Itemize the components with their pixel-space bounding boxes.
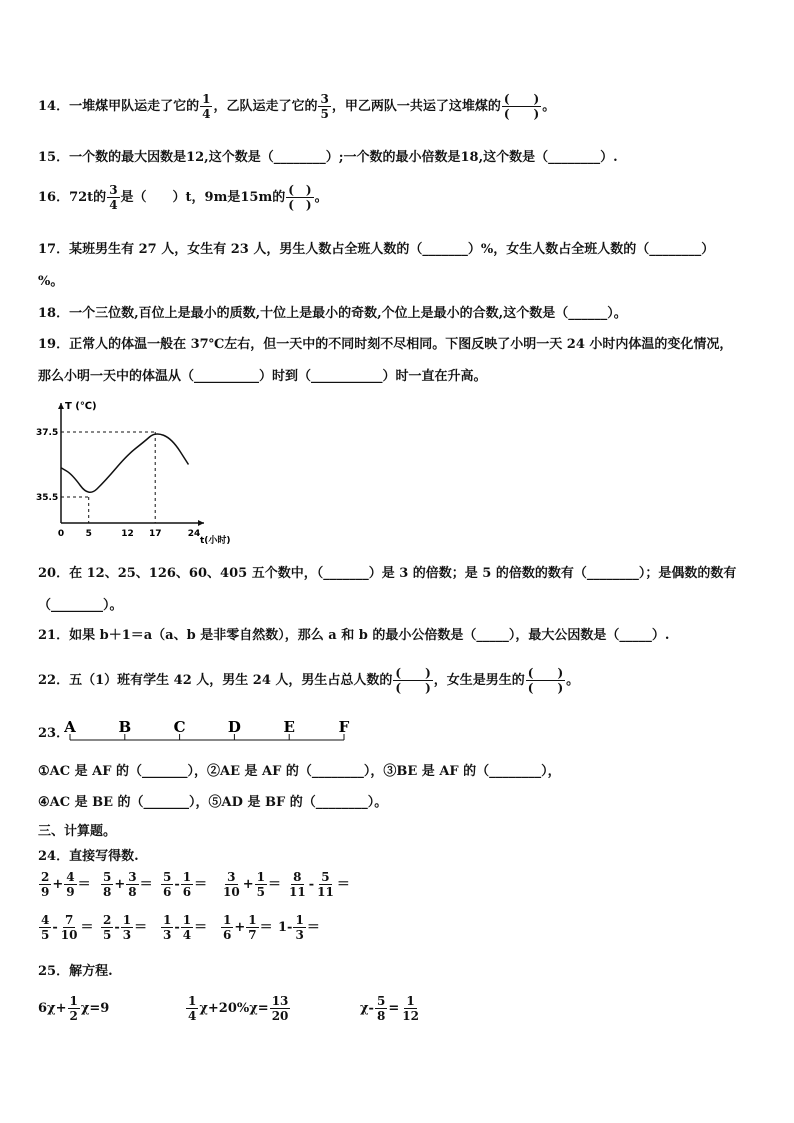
q14-text-b: ，乙队运走了它的	[213, 99, 318, 114]
eq2-den: 4	[188, 1009, 197, 1023]
segment-point-label: C	[173, 718, 186, 736]
q22-answer-frac-2[interactable]	[526, 666, 565, 695]
calc-frac-left-den: 6	[223, 928, 232, 942]
eq2-den-2: 20	[271, 1009, 289, 1023]
question-25-title: 25．解方程.	[38, 964, 113, 979]
calc-frac-right-num: 4	[66, 870, 75, 884]
calc-frac-right	[181, 870, 193, 899]
calc-operator: -	[174, 877, 180, 892]
question-14	[38, 92, 555, 121]
eq2-frac	[186, 994, 198, 1023]
calc-frac-right-den: 3	[295, 928, 304, 942]
calc-frac-right-den: 4	[182, 928, 192, 942]
q16-text-a: 16．72t的	[38, 190, 107, 205]
segment-point-label: A	[64, 718, 76, 736]
segment-diagram	[64, 712, 354, 746]
eq1-den: 2	[69, 1009, 78, 1023]
calc-frac-left-num: 3	[227, 870, 236, 884]
calc-frac-right-num: 5	[321, 870, 330, 884]
equation-1	[38, 994, 109, 1023]
calc-frac-right-num: 1	[248, 913, 257, 927]
calc-item	[100, 913, 147, 942]
question-15: 15．一个数的最大因数是12,这个数是（________）;一个数的最小倍数是18,这个数是（________）.	[38, 150, 618, 165]
q22-text-a: 22．五（1）班有学生 42 人，男生 24 人，男生占总人数的	[38, 673, 393, 688]
calc-frac-left	[287, 870, 308, 899]
calc-frac-right-den: 10	[60, 928, 78, 942]
q14-answer-num: ( )	[503, 92, 540, 106]
calc-pre: 1-	[278, 920, 293, 935]
x-tick-label: 12	[121, 529, 134, 539]
x-tick-label: 5	[85, 529, 92, 539]
eq3-num-2: 1	[406, 994, 415, 1008]
calc-frac-right-den: 6	[182, 885, 192, 899]
calc-frac-right-num: 1	[295, 913, 304, 927]
eq3-frac-2	[400, 994, 421, 1023]
calc-operator: +	[242, 877, 254, 892]
q14-text-a: 一堆煤甲队运走了它的	[69, 99, 200, 114]
calc-frac-right-num: 3	[128, 870, 137, 884]
q14-answer-frac[interactable]	[502, 92, 541, 121]
calc-frac-left-num: 5	[103, 870, 112, 884]
calc-equals: ＝	[194, 877, 208, 892]
calc-frac-left-num: 2	[103, 913, 112, 927]
calc-frac-right	[293, 913, 305, 942]
calc-frac-left	[221, 913, 233, 942]
calc-equals: ＝	[336, 877, 350, 892]
segment-point-label: F	[338, 718, 350, 736]
calc-item	[220, 913, 273, 942]
x-axis-arrow	[198, 520, 204, 526]
calc-frac-left-den: 6	[163, 885, 172, 899]
question-21: 21．如果 b＋1＝a（a、b 是非零自然数），那么 a 和 b 的最小公倍数是（_____），最大公因数是（_____）.	[38, 628, 670, 643]
calc-frac-left	[101, 913, 113, 942]
x-tick-label: 0	[57, 529, 65, 539]
calc-item	[160, 913, 207, 942]
calc-frac-left	[161, 913, 173, 942]
calc-equals: ＝	[134, 920, 148, 935]
x-axis-label: t(小时)	[200, 536, 231, 546]
calc-frac-right-den: 5	[256, 885, 265, 899]
q16-frac-den: 4	[109, 198, 118, 212]
eq2-num-2: 13	[271, 994, 289, 1008]
question-17-line1: 17．某班男生有 27 人，女生有 23 人，男生人数占全班人数的（_______）%，女生人数占全班人数的（________）	[38, 242, 715, 257]
q22-answer-1-den: ( )	[395, 681, 431, 695]
q23-number: 23．	[38, 726, 70, 741]
calc-item	[38, 913, 93, 942]
calc-frac-right-num: 1	[122, 913, 132, 927]
calc-equals: ＝	[306, 920, 320, 935]
calc-frac-left-den: 9	[41, 885, 50, 899]
eq1-num: 1	[69, 994, 78, 1008]
calc-frac-right	[181, 913, 193, 942]
question-23-line2: ④AC 是 BE 的（_______），⑤AD 是 BF 的（________）。	[38, 795, 388, 810]
question-24-title: 24．直接写得数.	[38, 849, 139, 864]
eq2-frac-2	[270, 994, 291, 1023]
q14-frac-1-num: 1	[202, 92, 211, 106]
calc-frac-right-num: 7	[64, 913, 74, 927]
q16-frac-num: 3	[109, 183, 118, 197]
q14-frac-2-num: 3	[320, 92, 329, 106]
calc-frac-left-num: 2	[41, 870, 50, 884]
temperature-curve	[61, 434, 188, 492]
calc-frac-right	[246, 913, 258, 942]
question-20-line1: 20．在 12、25、126、60、405 五个数中，（_______）是 3 的倍数；是 5 的倍数的数有（________）；是偶数的数有	[38, 566, 737, 581]
q14-frac-1	[200, 92, 212, 121]
calc-frac-left-num: 5	[163, 870, 172, 884]
eq3-mid: =	[388, 1001, 400, 1016]
q16-answer-num: ( )	[288, 183, 312, 197]
question-16	[38, 183, 328, 212]
equation-3	[360, 994, 422, 1023]
calc-frac-left-den: 5	[41, 928, 50, 942]
calc-frac-right	[255, 870, 267, 899]
calc-operator: -	[174, 920, 180, 935]
q14-answer-den: ( )	[503, 107, 540, 121]
q22-answer-frac-1[interactable]	[393, 666, 432, 695]
calc-frac-left-num: 8	[293, 870, 302, 884]
equation-2	[185, 994, 291, 1023]
question-19-line2: 那么小明一天中的体温从（__________）时到（___________）时一直在升高。	[38, 369, 487, 384]
eq3-den-2: 12	[402, 1009, 419, 1023]
calc-frac-left	[221, 870, 242, 899]
calc-frac-left-num: 4	[41, 913, 50, 927]
calc-item	[220, 870, 281, 899]
calc-operator: +	[234, 920, 246, 935]
segment-point-label: D	[227, 718, 241, 736]
q14-frac-1-den: 4	[202, 107, 211, 121]
calc-frac-right-den: 11	[317, 885, 334, 899]
question-22	[38, 666, 579, 695]
q14-frac-2	[318, 92, 330, 121]
section-3-title: 三、计算题。	[38, 824, 117, 839]
question-23-line1: ①AC 是 AF 的（_______），②AE 是 AF 的（________），③BE 是 AF 的（________），	[38, 764, 561, 779]
q14-end: 。	[542, 99, 556, 114]
q16-text-b: 是（ ）t，9m是15m的	[120, 190, 286, 205]
calc-frac-left-den: 5	[103, 928, 112, 942]
calc-operator: +	[114, 877, 126, 892]
question-18: 18．一个三位数,百位上是最小的质数,十位上是最小的奇数,个位上是最小的合数,这个数是（______）。	[38, 306, 627, 321]
calc-frac-right-num: 1	[182, 870, 192, 884]
calc-frac-left-den: 3	[163, 928, 172, 942]
eq3-den: 8	[376, 1009, 386, 1023]
eq1-post: χ=9	[80, 1001, 110, 1016]
calc-frac-right-den: 9	[66, 885, 75, 899]
calc-frac-right-den: 8	[128, 885, 137, 899]
q14-frac-2-den: 5	[320, 107, 329, 121]
question-20-line2: （________）。	[38, 598, 123, 613]
calc-frac-right	[121, 913, 133, 942]
eq3-pre: χ-	[360, 1001, 374, 1016]
calc-frac-right-num: 1	[256, 870, 265, 884]
calc-frac-left-num: 1	[163, 913, 172, 927]
eq2-num: 1	[188, 994, 197, 1008]
eq1-pre: 6χ+	[38, 1001, 67, 1016]
q16-answer-frac[interactable]	[286, 183, 313, 212]
calc-frac-right	[126, 870, 138, 899]
eq3-frac	[375, 994, 387, 1023]
calc-equals: ＝	[77, 877, 91, 892]
calc-equals: ＝	[139, 877, 153, 892]
q16-answer-den: ( )	[288, 198, 312, 212]
calc-frac-right	[64, 870, 76, 899]
q22-text-b: ，女生是男生的	[433, 673, 525, 688]
calc-item	[286, 870, 350, 899]
q22-end: 。	[566, 673, 580, 688]
calc-frac-right	[59, 913, 80, 942]
calc-item	[38, 870, 91, 899]
eq2-post: χ+20%χ=	[199, 1001, 269, 1016]
calc-equals: ＝	[259, 920, 273, 935]
eq1-frac	[68, 994, 80, 1023]
question-17-line2: %。	[38, 274, 64, 289]
calc-equals: ＝	[194, 920, 208, 935]
calc-item	[100, 870, 153, 899]
calc-frac-right	[315, 870, 336, 899]
calc-frac-right-num: 1	[182, 913, 192, 927]
y-axis-arrow	[58, 403, 64, 409]
segment-point-label: E	[283, 718, 295, 736]
calc-operator: -	[114, 920, 120, 935]
q14-text-c: ，甲乙两队一共运了这堆煤的	[331, 99, 501, 114]
question-19-line1: 19．正常人的体温一般在 37℃左右，但一天中的不同时刻不尽相同。下图反映了小明一天 24 小时内体温的变化情况，	[38, 337, 733, 352]
q22-answer-1-num: ( )	[395, 666, 431, 680]
calc-frac-left-num: 1	[223, 913, 232, 927]
calc-frac-left	[39, 870, 51, 899]
q16-frac	[107, 183, 119, 212]
x-tick-label: 17	[148, 529, 162, 539]
calc-equals: ＝	[80, 920, 94, 935]
calc-frac-left	[39, 913, 51, 942]
calc-frac-left	[101, 870, 113, 899]
temperature-graph	[34, 395, 231, 550]
eq3-num: 5	[376, 994, 386, 1008]
calc-frac-left-den: 11	[289, 885, 306, 899]
x-tick-label: 24	[187, 529, 201, 539]
y-axis-label: T (℃)	[65, 401, 97, 412]
calc-item-last	[278, 913, 320, 942]
calc-frac-left	[161, 870, 173, 899]
calc-frac-left-den: 10	[223, 885, 240, 899]
calc-equals: ＝	[267, 877, 281, 892]
q22-answer-2-num: ( )	[527, 666, 564, 680]
q16-end: 。	[314, 190, 328, 205]
calc-operator: +	[52, 877, 64, 892]
calc-operator: -	[308, 877, 315, 892]
q22-answer-2-den: ( )	[527, 681, 564, 695]
calc-frac-right-den: 7	[248, 928, 257, 942]
calc-frac-left-den: 8	[103, 885, 112, 899]
y-tick-low: 35.5	[36, 493, 59, 503]
q14-number: 14．	[38, 99, 70, 114]
y-tick-high: 37.5	[36, 428, 59, 438]
calc-item	[160, 870, 207, 899]
segment-point-label: B	[118, 718, 132, 736]
calc-frac-right-den: 3	[122, 928, 132, 942]
calc-operator: -	[52, 920, 58, 935]
